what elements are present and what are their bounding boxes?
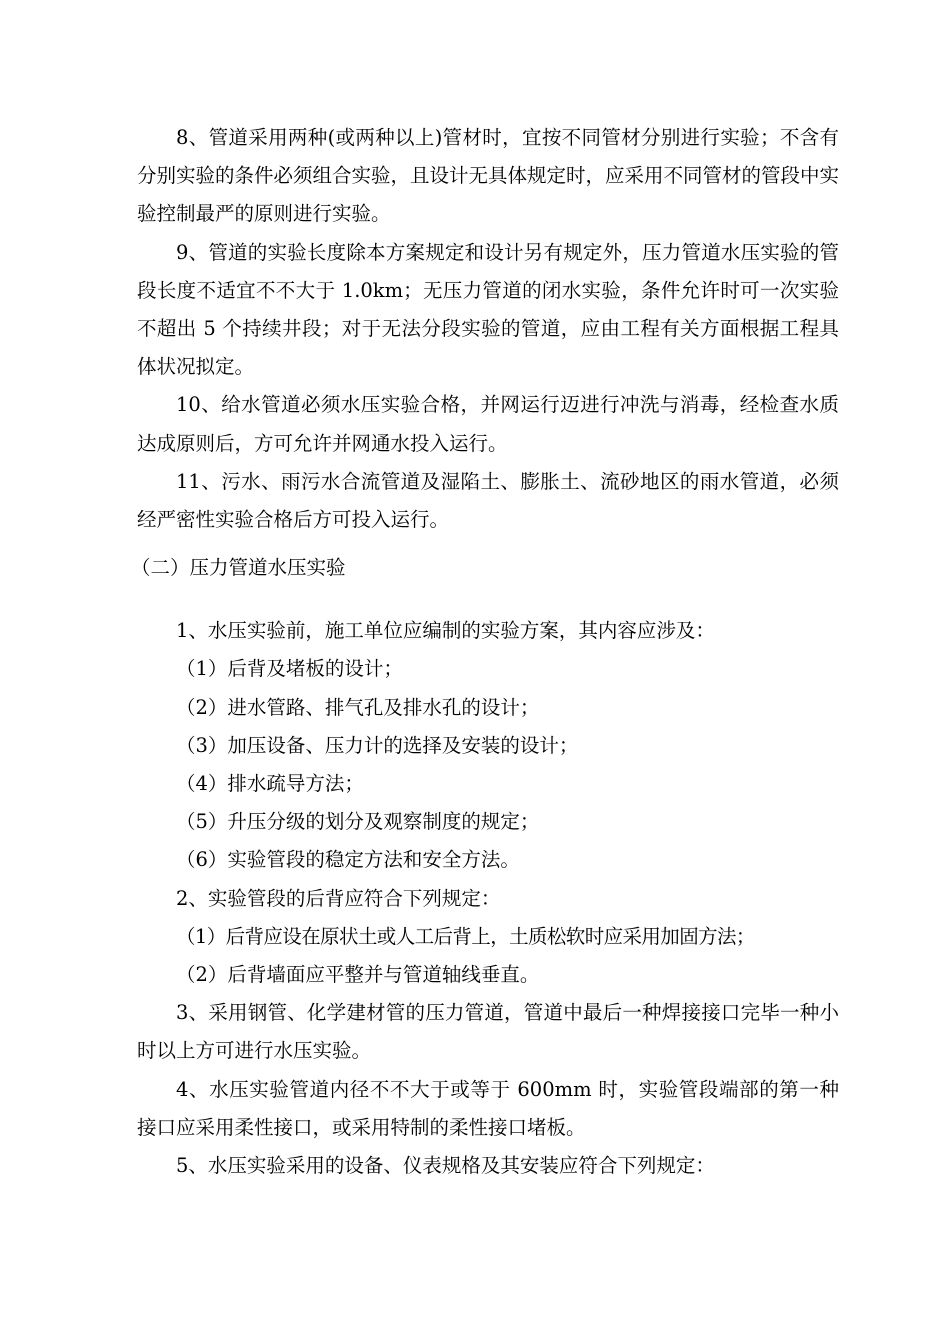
sub-item-1-2: （2）进水管路、排气孔及排水孔的设计； <box>176 695 540 719</box>
document-body <box>131 119 840 1185</box>
paragraph-item-3: 3、采用钢管、化学建材管的压力管道，管道中最后一种焊接接口完毕一种小时以上方可进行水压实验。 <box>137 1001 839 1063</box>
sub-item-2-1: （1）后背应设在原状土或人工后背上，土质松软时应采用加固方法； <box>176 924 755 948</box>
sub-item-1-4: （4）排水疏导方法； <box>176 772 364 796</box>
paragraph-item-5: 5、水压实验采用的设备、仪表规格及其安装应符合下列规定： <box>176 1154 715 1178</box>
paragraph-item-2: 2、实验管段的后背应符合下列规定： <box>176 886 501 910</box>
paragraph-item-10: 10、给水管道必须水压实验合格，并网运行迈进行冲洗与消毒，经检查水质达成原则后，方可允许并网通水投入运行。 <box>137 393 839 455</box>
paragraph-item-8: 8、管道采用两种(或两种以上)管材时，宜按不同管材分别进行实验；不含有分别实验的条件必须组合实验，且设计无具体规定时，应采用不同管材的管段中实验控制最严的原则进行实验。 <box>137 126 840 226</box>
sub-item-1-5: （5）升压分级的划分及观察制度的规定； <box>176 810 540 834</box>
paragraph-item-11: 11、污水、雨污水合流管道及湿陷土、膨胀土、流砂地区的雨水管道，必须经严密性实验合格后方可投入运行。 <box>137 469 839 532</box>
paragraph-item-4: 4、水压实验管道内径不不大于或等于 600mm 时，实验管段端部的第一种接口应采用柔性接口，或采用特制的柔性接口堵板。 <box>137 1077 839 1139</box>
paragraph-item-9: 9、管道的实验长度除本方案规定和设计另有规定外，压力管道水压实验的管段长度不适宜不不大于 1.0km；无压力管道的闭水实验，条件允许时可一次实验不超出 5 个持续井段；对于无法分段实验的管道，应由工程有关方面根据工程具体状况拟定。 <box>137 240 839 379</box>
sub-item-1-6: （6）实验管段的稳定方法和安全方法。 <box>176 848 520 872</box>
sub-item-1-1: （1）后背及堵板的设计； <box>176 657 403 681</box>
paragraph-item-1: 1、水压实验前，施工单位应编制的实验方案，其内容应涉及： <box>176 619 715 643</box>
sub-item-1-3: （3）加压设备、压力计的选择及安装的设计； <box>176 733 579 757</box>
sub-item-2-2: （2）后背墙面应平整并与管道轴线垂直。 <box>176 963 540 987</box>
section-heading: （二）压力管道水压实验 <box>131 556 346 580</box>
